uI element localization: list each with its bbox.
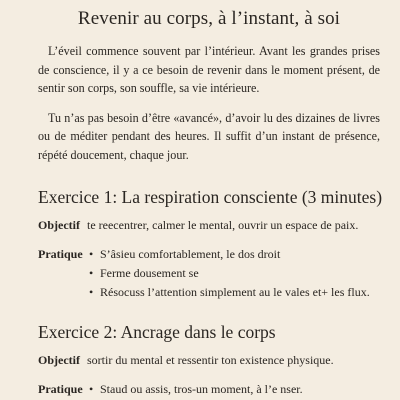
section-spacer xyxy=(38,302,380,321)
exercise-1-steps xyxy=(87,245,380,302)
bullet-icon: • xyxy=(89,382,94,396)
list-item xyxy=(87,283,380,302)
objectif-text: sortir du mental et ressentir ton existence physique. xyxy=(87,353,334,367)
page-title: Revenir au corps, à l’instant, à soi xyxy=(77,8,341,29)
bullet-icon: • xyxy=(89,266,94,280)
pratique-label: Pratique xyxy=(38,382,83,396)
exercise-1-heading: Exercice 1: La respiration consciente (3 minutes) xyxy=(38,187,383,207)
exercise-2-steps xyxy=(87,380,380,399)
exercise-2-objectif-row xyxy=(38,351,380,370)
list-item xyxy=(87,245,380,264)
bullet-icon: • xyxy=(89,247,94,261)
pratique-label: Pratique xyxy=(38,247,83,261)
exercise-1-pratique-row xyxy=(38,245,380,302)
exercise-2-heading: Exercice 2: Ancrage dans le corps xyxy=(38,322,276,342)
intro-paragraph-2: Tu n’as pas besoin d’être «avancé», d’avoir lu des dizaines de livres ou de méditer pendant des heures. Il suffit d’un instant de présence, répété doucement, chaque jour. xyxy=(38,110,380,162)
step-text: Staud ou assis, tros-un moment, à l’e nser. xyxy=(100,382,303,396)
exercise-2-section xyxy=(38,321,380,399)
objectif-label: Objectif xyxy=(38,218,80,232)
step-text: Résocuss l’attention simplement au le vales et+ les flux. xyxy=(100,285,370,299)
exercise-1-objectif-row xyxy=(38,216,380,235)
objectif-label: Objectif xyxy=(38,353,80,367)
exercise-2-pratique-row xyxy=(38,380,380,399)
bullet-icon: • xyxy=(89,285,94,299)
exercise-1-section xyxy=(38,186,383,302)
step-text: S’âsieu comfortablement, le dos droit xyxy=(100,247,281,261)
step-text: Ferme dousement se xyxy=(100,266,199,280)
list-item xyxy=(87,264,380,283)
intro-paragraph-1: L’éveil commence souvent par l’intérieur. Avant les grandes prises de conscience, il y a ce besoin de revenir dans le moment présent, de sentir son corps, son souffle, sa vie intérieure. xyxy=(38,44,380,95)
objectif-text: te reecentrer, calmer le mental, ouvrir un espace de paix. xyxy=(87,218,359,232)
list-item xyxy=(87,380,380,399)
